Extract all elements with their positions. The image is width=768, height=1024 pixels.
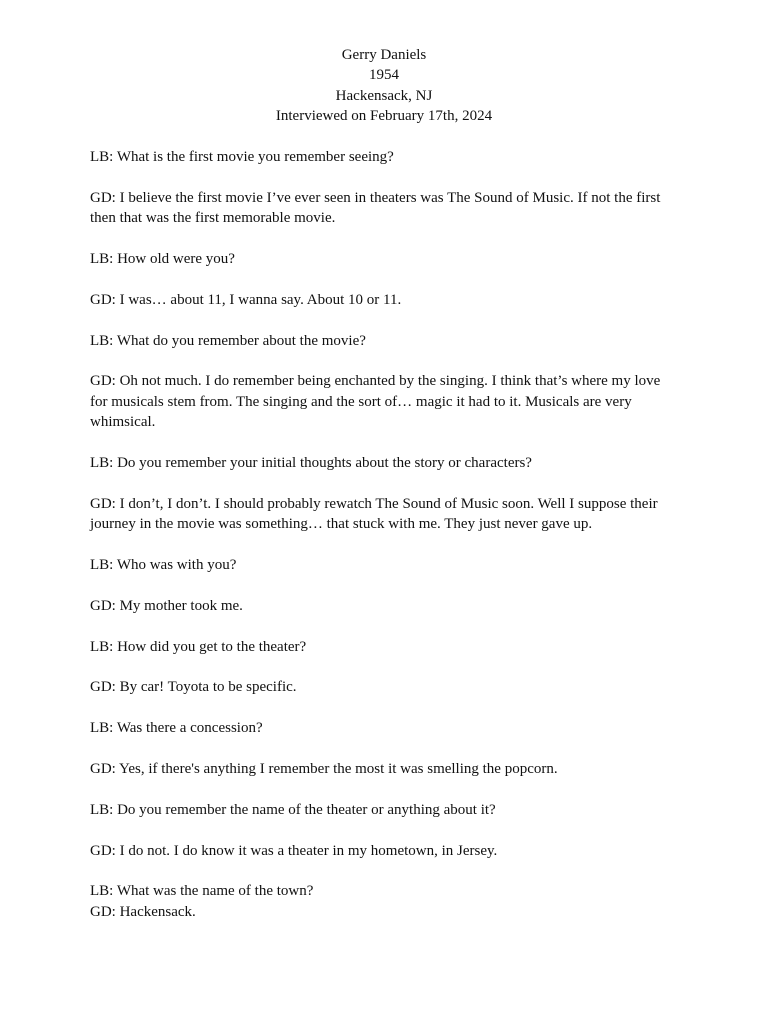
transcript-line-question: LB: Do you remember the name of the theater or anything about it? (90, 801, 496, 818)
interviewee-name: Gerry Daniels (341, 47, 427, 63)
transcript-line-answer: GD: I do not. I do know it was a theater in my hometown, in Jersey. (90, 842, 498, 859)
document-header (0, 45, 768, 127)
transcript-line-answer: GD: My mother took me. (90, 597, 243, 614)
transcript-line-question: LB: Was there a concession? (90, 720, 263, 737)
birth-year: 1954 (369, 67, 399, 84)
transcript-line-answer: GD: Oh not much. I do remember being enchanted by the singing. I think that’s where my love for musicals stem from. The singing and the sort of… magic it had to it. Musicals are very whimsical. (90, 373, 661, 431)
transcript-line-answer: GD: By car! Toyota to be specific. (90, 679, 297, 696)
transcript-line-answer: GD: Hackensack. (90, 903, 196, 920)
transcript-line-answer: GD: I was… about 11, I wanna say. About 10 or 11. (90, 291, 402, 308)
transcript-line-question: LB: Do you remember your initial thoughts about the story or characters? (90, 455, 532, 471)
transcript-line-question: LB: What do you remember about the movie? (90, 332, 366, 349)
transcript-line-question: LB: How did you get to the theater? (90, 638, 307, 655)
transcript-line-answer: GD: I believe the first movie I’ve ever seen in theaters was The Sound of Music. If not the first then that was the first memorable movie. (90, 189, 661, 227)
transcript-line-answer: GD: I don’t, I don’t. I should probably rewatch The Sound of Music soon. Well I suppose their journey in the movie was something… that stuck with me. They just never gave up. (90, 495, 658, 533)
transcript-line-question: LB: What was the name of the town? (90, 883, 314, 900)
transcript-line-question: LB: Who was with you? (90, 557, 237, 573)
transcript-line-question: LB: What is the first movie you remember seeing? (90, 149, 394, 165)
interview-date: Interviewed on February 17th, 2024 (275, 108, 493, 125)
location: Hackensack, NJ (335, 87, 433, 104)
transcript-line-question: LB: How old were you? (90, 251, 235, 267)
transcript-line-answer: GD: Yes, if there's anything I remember the most it was smelling the popcorn. (90, 760, 558, 777)
transcript-body (90, 147, 675, 922)
